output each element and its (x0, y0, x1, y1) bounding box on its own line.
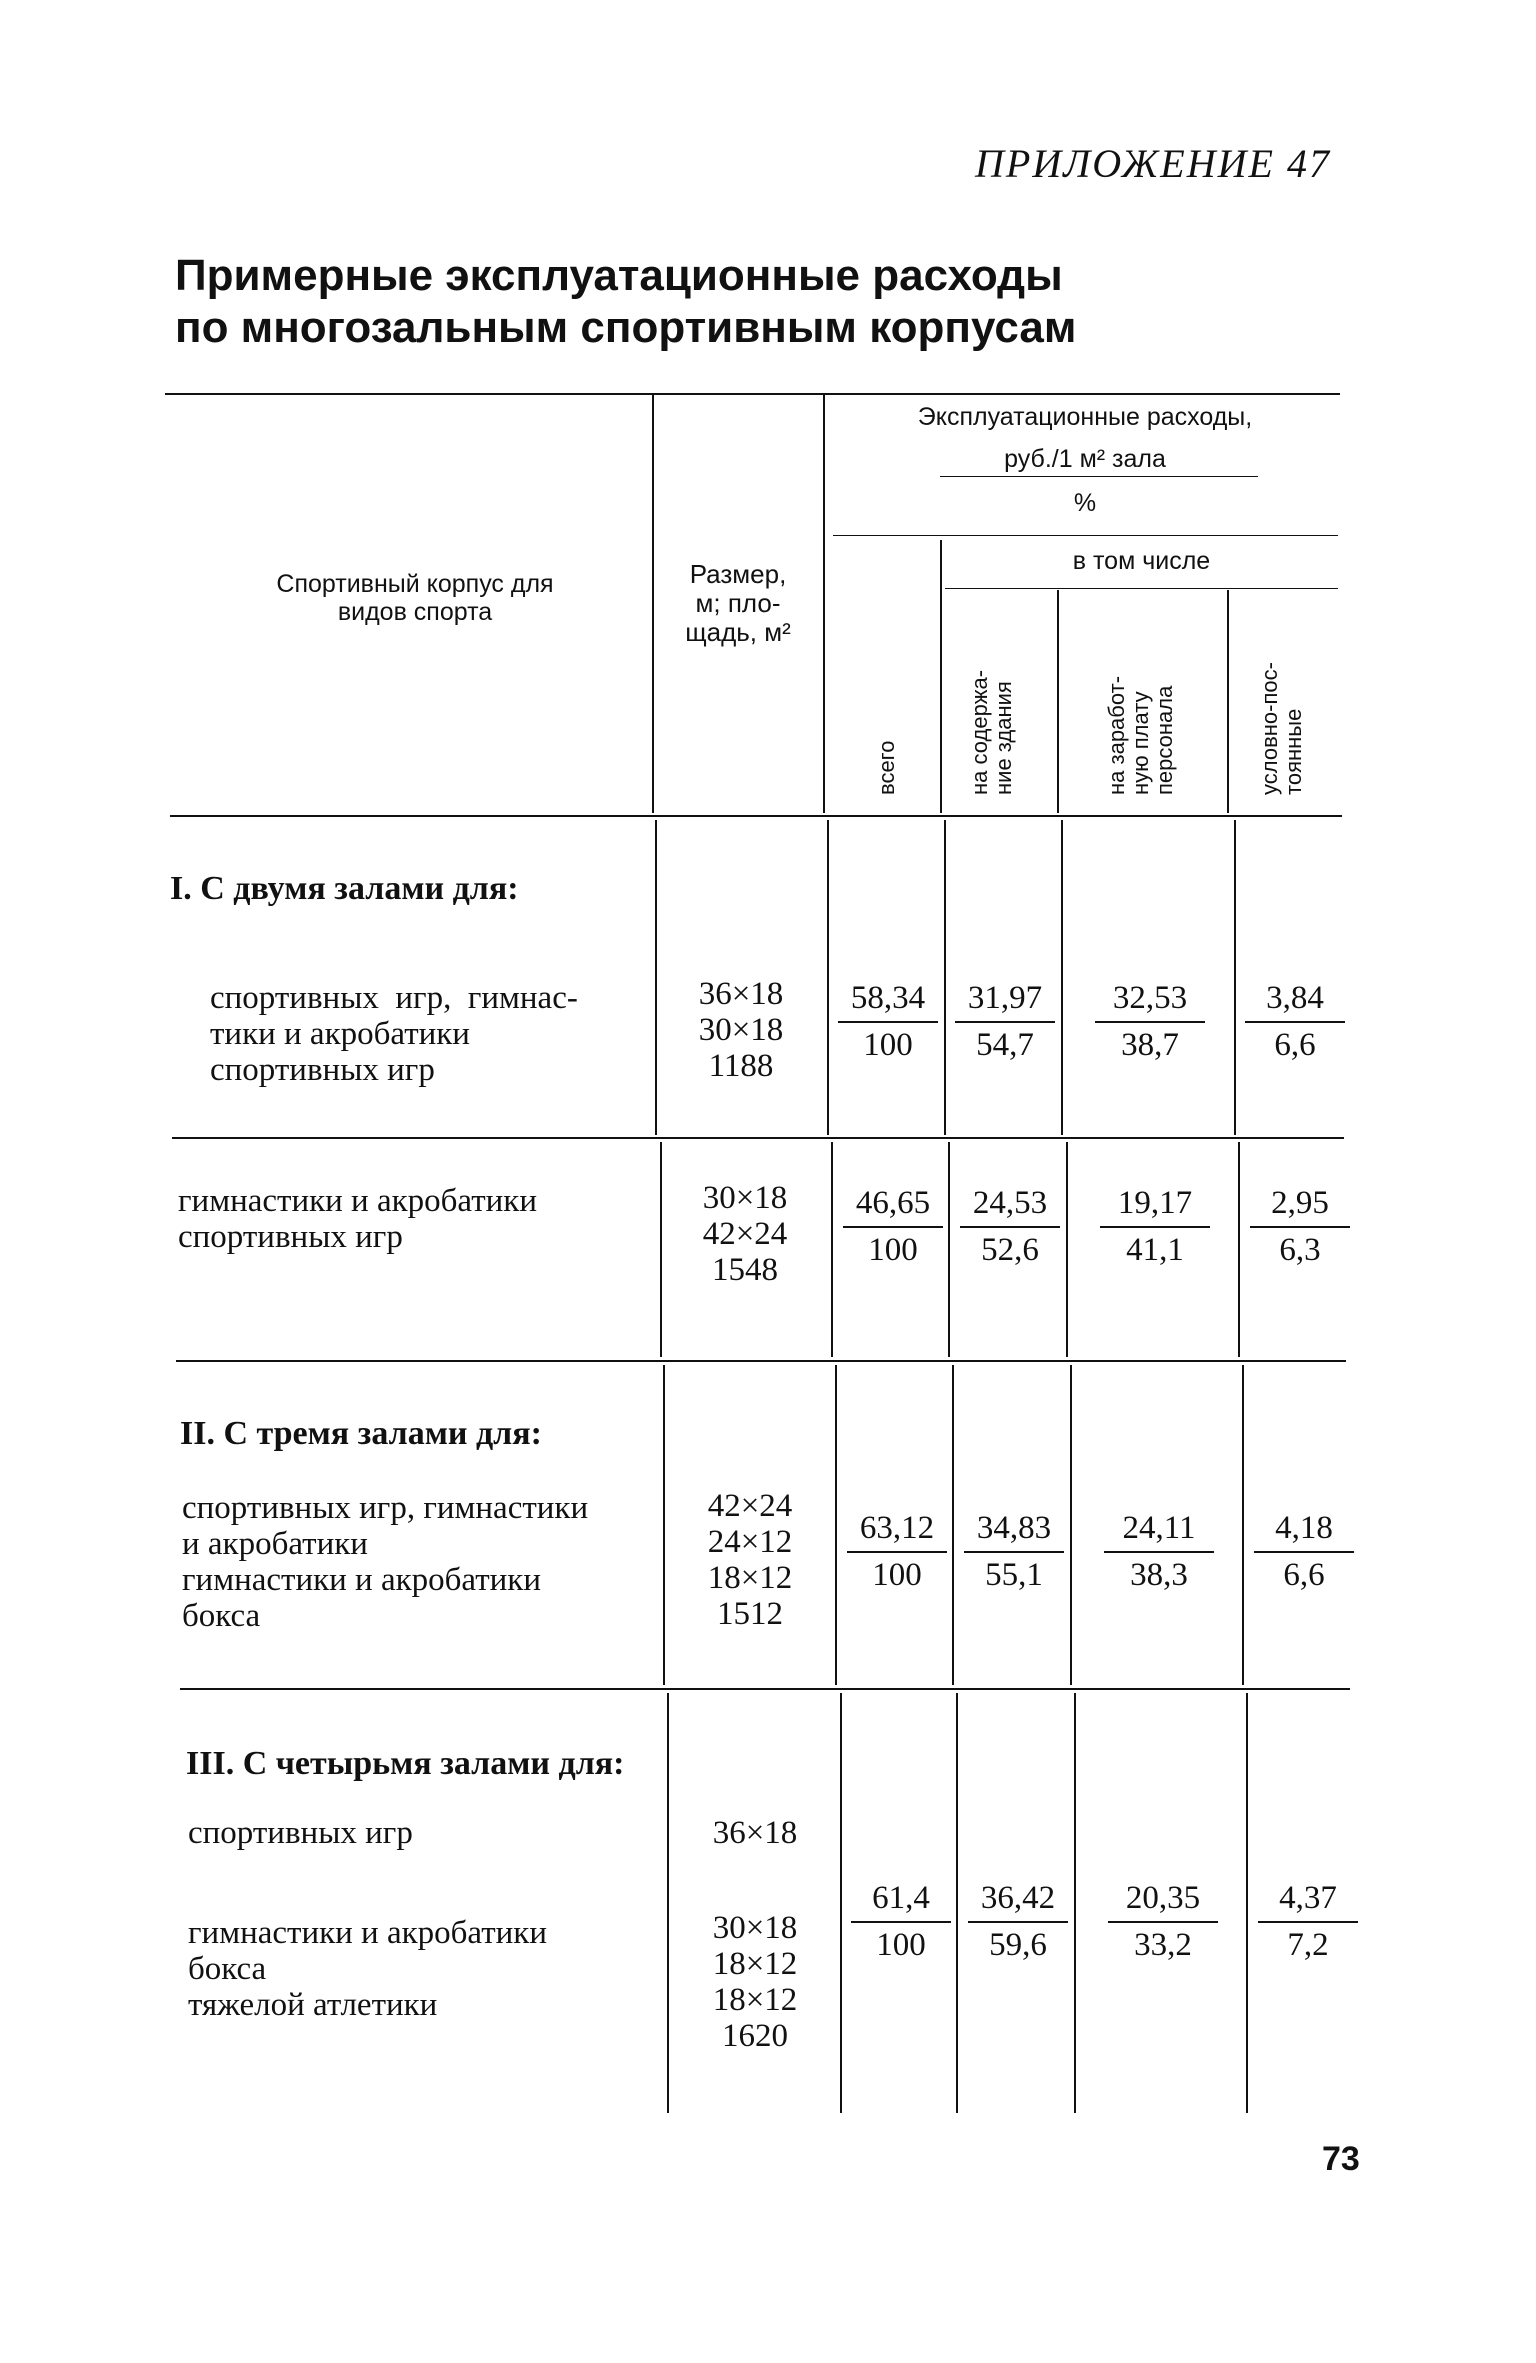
row-label-line: спортивных игр (210, 1052, 435, 1088)
row-label (178, 1183, 648, 1255)
header-top-rule (165, 393, 1340, 395)
size-header-line-3: щадь, м² (685, 617, 791, 647)
size-value: 30×18 (702, 1180, 788, 1216)
header-divider-2 (823, 393, 825, 813)
row-label (210, 980, 650, 1088)
section-title: III. С четырьмя залами для: (186, 1745, 625, 1782)
size-value: 24×12 (707, 1524, 793, 1560)
body-divider (660, 1142, 662, 1357)
body-divider (1070, 1365, 1072, 1685)
header-bottom-rule (170, 815, 1342, 817)
building-header-line-1: Спортивный корпус для (276, 570, 554, 598)
salary-header-line-3: персонала (1152, 685, 1177, 795)
size-column-header (658, 560, 818, 647)
row-label-line: и акробатики (182, 1526, 368, 1562)
including-header: в том числе (1072, 547, 1211, 575)
costs-header-line-1: Эксплуатационные расходы, (917, 403, 1253, 431)
row-label-line: гимнастики и акробатики (188, 1915, 548, 1951)
salary-header-line-2: ную плату (1128, 691, 1153, 795)
percent-value: 100 (863, 1027, 913, 1063)
body-divider (1066, 1142, 1068, 1357)
body-divider (1246, 1693, 1248, 2113)
body-divider (956, 1693, 958, 2113)
cost-value: 46,65 (843, 1185, 943, 1228)
row-label-line: спортивных игр (188, 1815, 413, 1851)
row-sizes (676, 976, 806, 1084)
cost-value: 63,12 (847, 1510, 947, 1553)
percent-value: 55,1 (985, 1557, 1043, 1593)
row-label-line: спортивных игр (178, 1219, 403, 1255)
row-rule (172, 1137, 1344, 1139)
cost-value: 20,35 (1108, 1880, 1218, 1923)
body-divider (1242, 1365, 1244, 1685)
page-number: 73 (1322, 2140, 1360, 2178)
header-divider-4 (1057, 590, 1059, 813)
body-divider (827, 820, 829, 1135)
body-divider (1238, 1142, 1240, 1357)
maintenance-header-line-2: ние здания (991, 681, 1016, 795)
row-label (188, 1815, 658, 1851)
cost-value: 31,97 (955, 980, 1055, 1023)
size-value: 36×18 (698, 976, 784, 1012)
cost-value: 58,34 (838, 980, 938, 1023)
row-label-line: гимнастики и акробатики (182, 1562, 542, 1598)
fixed-column-header (1258, 662, 1306, 795)
maintenance-value (955, 980, 1055, 1064)
row-sizes (690, 1815, 820, 1851)
size-value: 1620 (722, 2018, 788, 2054)
percent-value: 100 (872, 1557, 922, 1593)
body-divider (835, 1365, 837, 1685)
body-divider (1074, 1693, 1076, 2113)
size-value: 42×24 (702, 1216, 788, 1252)
cost-value: 2,95 (1250, 1185, 1350, 1228)
cost-value: 32,53 (1095, 980, 1205, 1023)
cost-value: 19,17 (1100, 1185, 1210, 1228)
percent-value: 38,7 (1121, 1027, 1179, 1063)
row-rule (180, 1688, 1350, 1690)
row-sizes (680, 1180, 810, 1288)
percent-value: 33,2 (1134, 1927, 1192, 1963)
cost-value: 36,42 (968, 1880, 1068, 1923)
percent-value: 52,6 (981, 1232, 1039, 1268)
row-label (182, 1490, 662, 1634)
size-value: 18×12 (707, 1560, 793, 1596)
body-divider (667, 1693, 669, 2113)
total-value (851, 1880, 951, 1964)
cost-value: 4,18 (1254, 1510, 1354, 1553)
row-label-line: тики и акробатики (210, 1016, 470, 1052)
fixed-header-line-1: условно-пос- (1257, 662, 1282, 795)
percent-value: 54,7 (976, 1027, 1034, 1063)
salary-value (1100, 1185, 1210, 1269)
size-value: 36×18 (712, 1815, 798, 1851)
row-label-line: гимнастики и акробатики (178, 1183, 538, 1219)
percent-value: 6,6 (1283, 1557, 1325, 1593)
percent-value: 38,3 (1130, 1557, 1188, 1593)
costs-header-line-3: % (1073, 489, 1097, 517)
body-divider (948, 1142, 950, 1357)
costs-rule (833, 535, 1338, 536)
row-sizes (685, 1488, 815, 1632)
body-divider (1061, 820, 1063, 1135)
salary-value (1108, 1880, 1218, 1964)
size-header-line-2: м; пло- (695, 588, 781, 618)
appendix-label: ПРИЛОЖЕНИЕ 47 (975, 141, 1331, 186)
building-column-header (190, 570, 640, 626)
row-label-line: бокса (182, 1598, 261, 1634)
row-rule (176, 1360, 1346, 1362)
percent-value: 6,6 (1274, 1027, 1316, 1063)
size-value: 30×18 (698, 1012, 784, 1048)
building-header-line-2: видов спорта (337, 598, 493, 626)
body-divider (831, 1142, 833, 1357)
size-value: 42×24 (707, 1488, 793, 1524)
cost-value: 34,83 (964, 1510, 1064, 1553)
body-divider (944, 820, 946, 1135)
row-sizes (690, 1910, 820, 2054)
size-value: 18×12 (712, 1982, 798, 2018)
cost-value: 24,53 (960, 1185, 1060, 1228)
total-value (843, 1185, 943, 1269)
size-value: 30×18 (712, 1910, 798, 1946)
row-label-line: спортивных игр, гимнас- (210, 980, 578, 1016)
body-divider (663, 1365, 665, 1685)
size-value: 1188 (708, 1048, 774, 1084)
fixed-value (1254, 1510, 1354, 1594)
size-header-line-1: Размер, (689, 559, 787, 589)
cost-value: 4,37 (1258, 1880, 1358, 1923)
header-divider-5 (1227, 590, 1229, 813)
row-label (188, 1915, 658, 2023)
size-value: 1548 (712, 1252, 778, 1288)
salary-value (1095, 980, 1205, 1064)
fixed-value (1250, 1185, 1350, 1269)
fixed-header-line-2: тоянные (1281, 708, 1306, 795)
row-label-line: тяжелой атлетики (188, 1987, 438, 2023)
maintenance-value (968, 1880, 1068, 1964)
size-value: 18×12 (712, 1946, 798, 1982)
maintenance-header-line-1: на содержа- (967, 669, 992, 795)
salary-column-header (1105, 676, 1177, 795)
total-header-text: всего (874, 740, 899, 795)
row-label-line: бокса (188, 1951, 267, 1987)
fixed-value (1258, 1880, 1358, 1964)
percent-value: 100 (868, 1232, 918, 1268)
cost-value: 3,84 (1245, 980, 1345, 1023)
title-line-1: Примерные эксплуатационные расходы (175, 251, 1063, 300)
maintenance-column-header (968, 670, 1016, 795)
section-title: I. С двумя залами для: (170, 870, 519, 907)
salary-value (1104, 1510, 1214, 1594)
body-divider (840, 1693, 842, 2113)
header-divider-3 (940, 540, 942, 813)
size-value: 1512 (717, 1596, 783, 1632)
total-value (838, 980, 938, 1064)
percent-value: 7,2 (1287, 1927, 1329, 1963)
maintenance-value (960, 1185, 1060, 1269)
header-divider-1 (652, 393, 654, 813)
body-divider (655, 820, 657, 1135)
maintenance-value (964, 1510, 1064, 1594)
cost-value: 61,4 (851, 1880, 951, 1923)
percent-value: 59,6 (989, 1927, 1047, 1963)
fixed-value (1245, 980, 1345, 1064)
page-title (175, 250, 1076, 354)
percent-value: 41,1 (1126, 1232, 1184, 1268)
body-divider (1234, 820, 1236, 1135)
title-line-2: по многозальным спортивным корпусам (175, 303, 1077, 352)
total-column-header (875, 741, 899, 795)
costs-column-header (835, 398, 1335, 522)
costs-header-line-2: руб./1 м² зала (1004, 445, 1166, 473)
body-divider (952, 1365, 954, 1685)
section-title: II. С тремя залами для: (180, 1415, 542, 1452)
including-rule (945, 588, 1338, 589)
salary-header-line-1: на заработ- (1104, 675, 1129, 795)
percent-value: 6,3 (1279, 1232, 1321, 1268)
cost-value: 24,11 (1104, 1510, 1214, 1553)
total-value (847, 1510, 947, 1594)
percent-value: 100 (876, 1927, 926, 1963)
row-label-line: спортивных игр, гимнастики (182, 1490, 589, 1526)
